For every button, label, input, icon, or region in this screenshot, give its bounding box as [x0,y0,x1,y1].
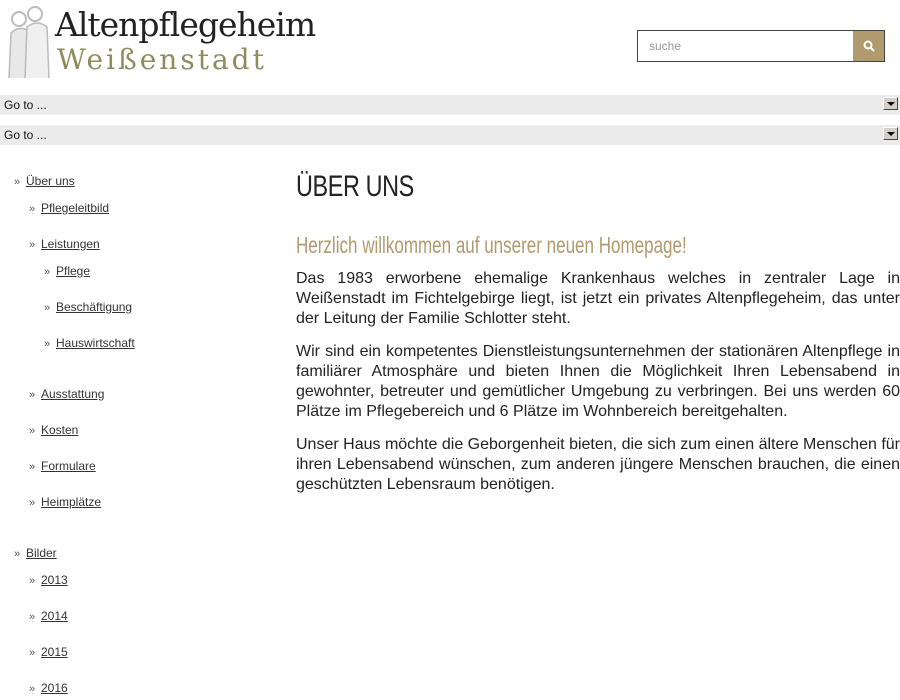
goto-label: Go to ... [4,98,47,112]
nav-bilder[interactable]: » Bilder [26,546,57,561]
paragraph: Unser Haus möchte die Geborgenheit bieten, die sich zum einen ältere Menschen für ihren Lebensabend wünschen, zum anderen jüngere Menschen brauchen, die einen geschützten Lebensraum benötigen. [296,436,900,493]
nav-ueber-uns[interactable]: » Über uns [26,174,75,189]
logo-title: Altenpflegeheim [55,5,316,44]
goto-select-2[interactable] [0,125,900,145]
goto-select-1[interactable] [0,95,900,115]
search-form [637,30,885,62]
chevron-down-icon[interactable] [883,127,898,140]
nav-kosten[interactable]: » Kosten [41,423,78,438]
nav-2014[interactable]: » 2014 [41,609,68,624]
nav-2016[interactable]: » 2016 [41,681,68,696]
nav-pflege[interactable]: » Pflege [56,264,90,279]
search-input[interactable] [638,31,853,61]
nav-ausstattung[interactable]: » Ausstattung [41,387,104,402]
paragraph: Das 1983 erworbene ehemalige Krankenhaus welches in zentraler Lage in Weißenstadt im Fichtelgebirge liegt, ist jetzt ein privates Altenpflegeheim, das unter der Leitung der Familie Schlotter steht. [296,270,900,327]
people-logo-icon [5,3,55,81]
welcome-heading: Herzlich willkommen auf unserer neuen Homepage! [296,232,687,258]
logo-subtitle: Weißenstadt [57,43,267,76]
page-title: ÜBER UNS [296,170,414,203]
search-icon [863,40,875,52]
nav-heimplaetze[interactable]: » Heimplätze [41,495,101,510]
nav-leistungen[interactable]: » Leistungen [41,237,100,252]
nav-2013[interactable]: » 2013 [41,573,68,588]
logo[interactable] [5,3,316,81]
chevron-down-icon[interactable] [883,97,898,110]
main-content [296,269,900,508]
paragraph: Wir sind ein kompetentes Dienstleistungsunternehmen der stationären Altenpflege in familiärer Atmosphäre und bieten Ihnen die Möglichkeit Ihren Lebensabend in gewohnter, betreuter und gemütlicher Umgebung zu verbringen. Bei uns werden 60 Plätze im Pflegebereich und 6 Plätze im Wohnbereich bereitgehalten. [296,343,900,420]
goto-label: Go to ... [4,128,47,142]
nav-formulare[interactable]: » Formulare [41,459,96,474]
nav-2015[interactable]: » 2015 [41,645,68,660]
nav-hauswirtschaft[interactable]: » Hauswirtschaft [56,336,135,351]
nav-beschaeftigung[interactable]: » Beschäftigung [56,300,132,315]
nav-pflegeleitbild[interactable]: » Pflegeleitbild [41,201,109,216]
search-button[interactable] [853,31,884,61]
